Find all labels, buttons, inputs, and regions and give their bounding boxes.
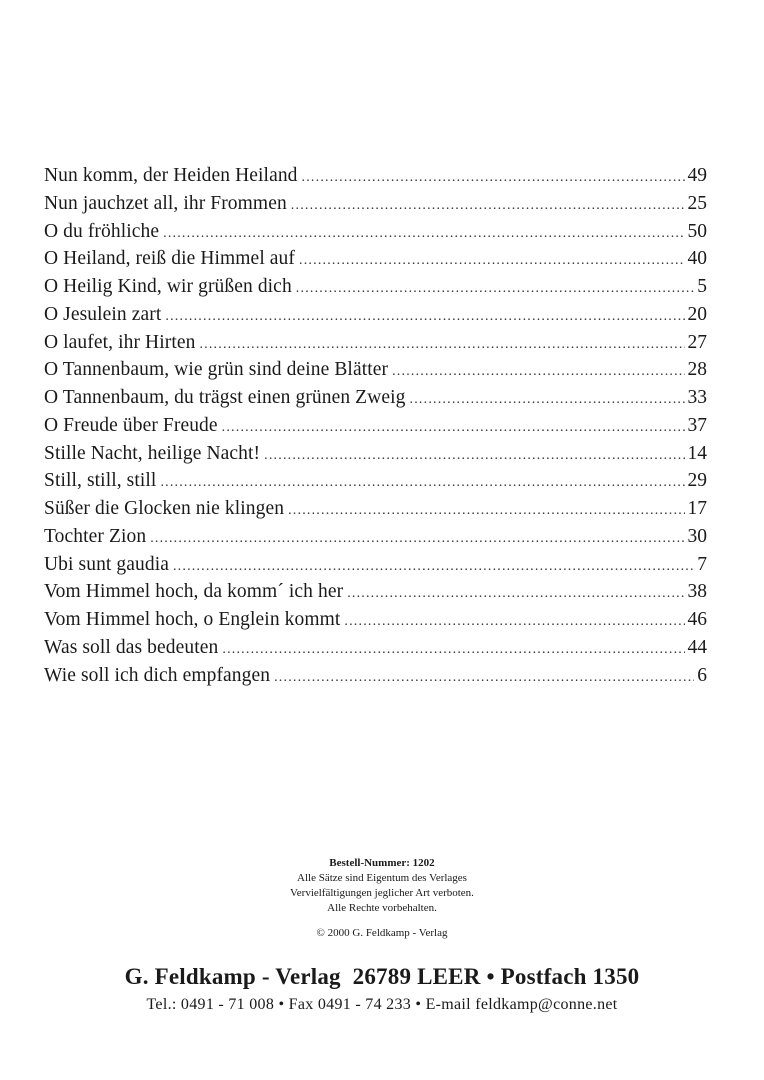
- toc-leader-dots: [173, 553, 694, 581]
- toc-page-number: 46: [687, 609, 707, 630]
- toc-page-number: 7: [697, 553, 707, 575]
- toc-page-number: 40: [687, 248, 707, 270]
- toc-leader-dots: [344, 608, 684, 636]
- toc-leader-dots: [222, 414, 685, 442]
- toc-title: Vom Himmel hoch, da komm´ ich her: [44, 581, 344, 603]
- toc-row: [44, 273, 707, 301]
- toc-page-number: 49: [687, 165, 707, 186]
- toc-row: [44, 245, 707, 273]
- toc-row: [44, 606, 707, 634]
- rights-line-3: Alle Rechte vorbehalten.: [327, 902, 437, 914]
- toc-row: [44, 329, 707, 357]
- toc-title: O Tannenbaum, wie grün sind deine Blätter: [44, 359, 389, 381]
- toc-leader-dots: [222, 636, 684, 664]
- toc-title: O Tannenbaum, du trägst einen grünen Zweig: [44, 387, 406, 408]
- toc-leader-dots: [302, 164, 685, 192]
- toc-row: [44, 495, 707, 523]
- toc-page-number: 14: [687, 442, 707, 464]
- toc-page-number: 30: [687, 525, 707, 547]
- toc-page-number: 28: [687, 359, 707, 381]
- copyright-notice: © 2000 G. Feldkamp - Verlag: [316, 927, 448, 939]
- toc-title: Was soll das bedeuten: [44, 636, 219, 658]
- toc-leader-dots: [199, 331, 684, 359]
- toc-title: Süßer die Glocken nie klingen: [44, 498, 285, 519]
- toc-title: Tochter Zion: [44, 525, 147, 547]
- toc-page-number: 33: [687, 387, 707, 408]
- toc-leader-dots: [288, 497, 684, 525]
- toc-leader-dots: [347, 580, 684, 608]
- toc-title: Nun komm, der Heiden Heiland: [44, 165, 298, 186]
- toc-title: Wie soll ich dich empfangen: [44, 664, 271, 686]
- toc-leader-dots: [264, 442, 684, 470]
- toc-leader-dots: [392, 358, 684, 386]
- toc-leader-dots: [150, 525, 684, 553]
- toc-leader-dots: [165, 303, 684, 331]
- rights-line-1: Alle Sätze sind Eigentum des Verlages: [297, 872, 467, 884]
- toc-page-number: 37: [687, 414, 707, 436]
- toc-page-number: 17: [687, 498, 707, 519]
- toc-title: O laufet, ihr Hirten: [44, 331, 196, 353]
- toc-row: [44, 551, 707, 579]
- toc-row: [44, 662, 707, 690]
- toc-leader-dots: [296, 275, 694, 303]
- toc-page-number: 27: [687, 331, 707, 353]
- toc-row: [44, 356, 707, 384]
- toc-title: O Freude über Freude: [44, 414, 218, 436]
- toc-leader-dots: [410, 386, 685, 414]
- toc-leader-dots: [163, 220, 684, 248]
- toc-row: [44, 412, 707, 440]
- toc-page-number: 44: [687, 636, 707, 658]
- order-number: Bestell-Nummer: 1202: [329, 857, 435, 869]
- toc-page-number: 25: [687, 192, 707, 214]
- toc-title: Ubi sunt gaudia: [44, 553, 169, 575]
- publisher-contact: Tel.: 0491 - 71 008 • Fax 0491 - 74 233 • E-mail feldkamp@conne.net: [146, 996, 618, 1013]
- publisher-address: G. Feldkamp - Verlag 26789 LEER • Postfach 1350: [124, 964, 640, 989]
- toc-title: O Heiland, reiß die Himmel auf: [44, 248, 296, 270]
- toc-page-number: 5: [697, 276, 707, 297]
- toc-row: [44, 467, 707, 495]
- toc-row: [44, 523, 707, 551]
- toc-page-number: 6: [697, 664, 707, 686]
- toc-title: Stille Nacht, heilige Nacht!: [44, 442, 261, 464]
- toc-row: [44, 301, 707, 329]
- toc-page-number: 20: [687, 303, 707, 325]
- toc-row: [44, 578, 707, 606]
- toc-title: Nun jauchzet all, ihr Frommen: [44, 192, 287, 214]
- toc-title: O Heilig Kind, wir grüßen dich: [44, 276, 292, 297]
- toc-page-number: 29: [687, 470, 707, 492]
- toc-page-number: 38: [687, 581, 707, 603]
- toc-leader-dots: [299, 247, 684, 275]
- toc-title: O Jesulein zart: [44, 303, 162, 325]
- toc-row: [44, 162, 707, 190]
- toc-row: [44, 218, 707, 246]
- toc-row: [44, 384, 707, 412]
- toc-title: O du fröhliche: [44, 220, 160, 242]
- toc-leader-dots: [160, 469, 684, 497]
- toc-row: [44, 440, 707, 468]
- toc-row: [44, 634, 707, 662]
- toc-title: Vom Himmel hoch, o Englein kommt: [44, 609, 341, 630]
- toc-leader-dots: [291, 192, 685, 220]
- table-of-contents: [44, 162, 707, 689]
- toc-row: [44, 190, 707, 218]
- rights-line-2: Vervielfältigungen jeglicher Art verboten.: [290, 887, 474, 899]
- toc-page-number: 50: [687, 220, 707, 242]
- imprint-block: [0, 856, 764, 941]
- toc-leader-dots: [274, 664, 694, 692]
- toc-title: Still, still, still: [44, 470, 157, 492]
